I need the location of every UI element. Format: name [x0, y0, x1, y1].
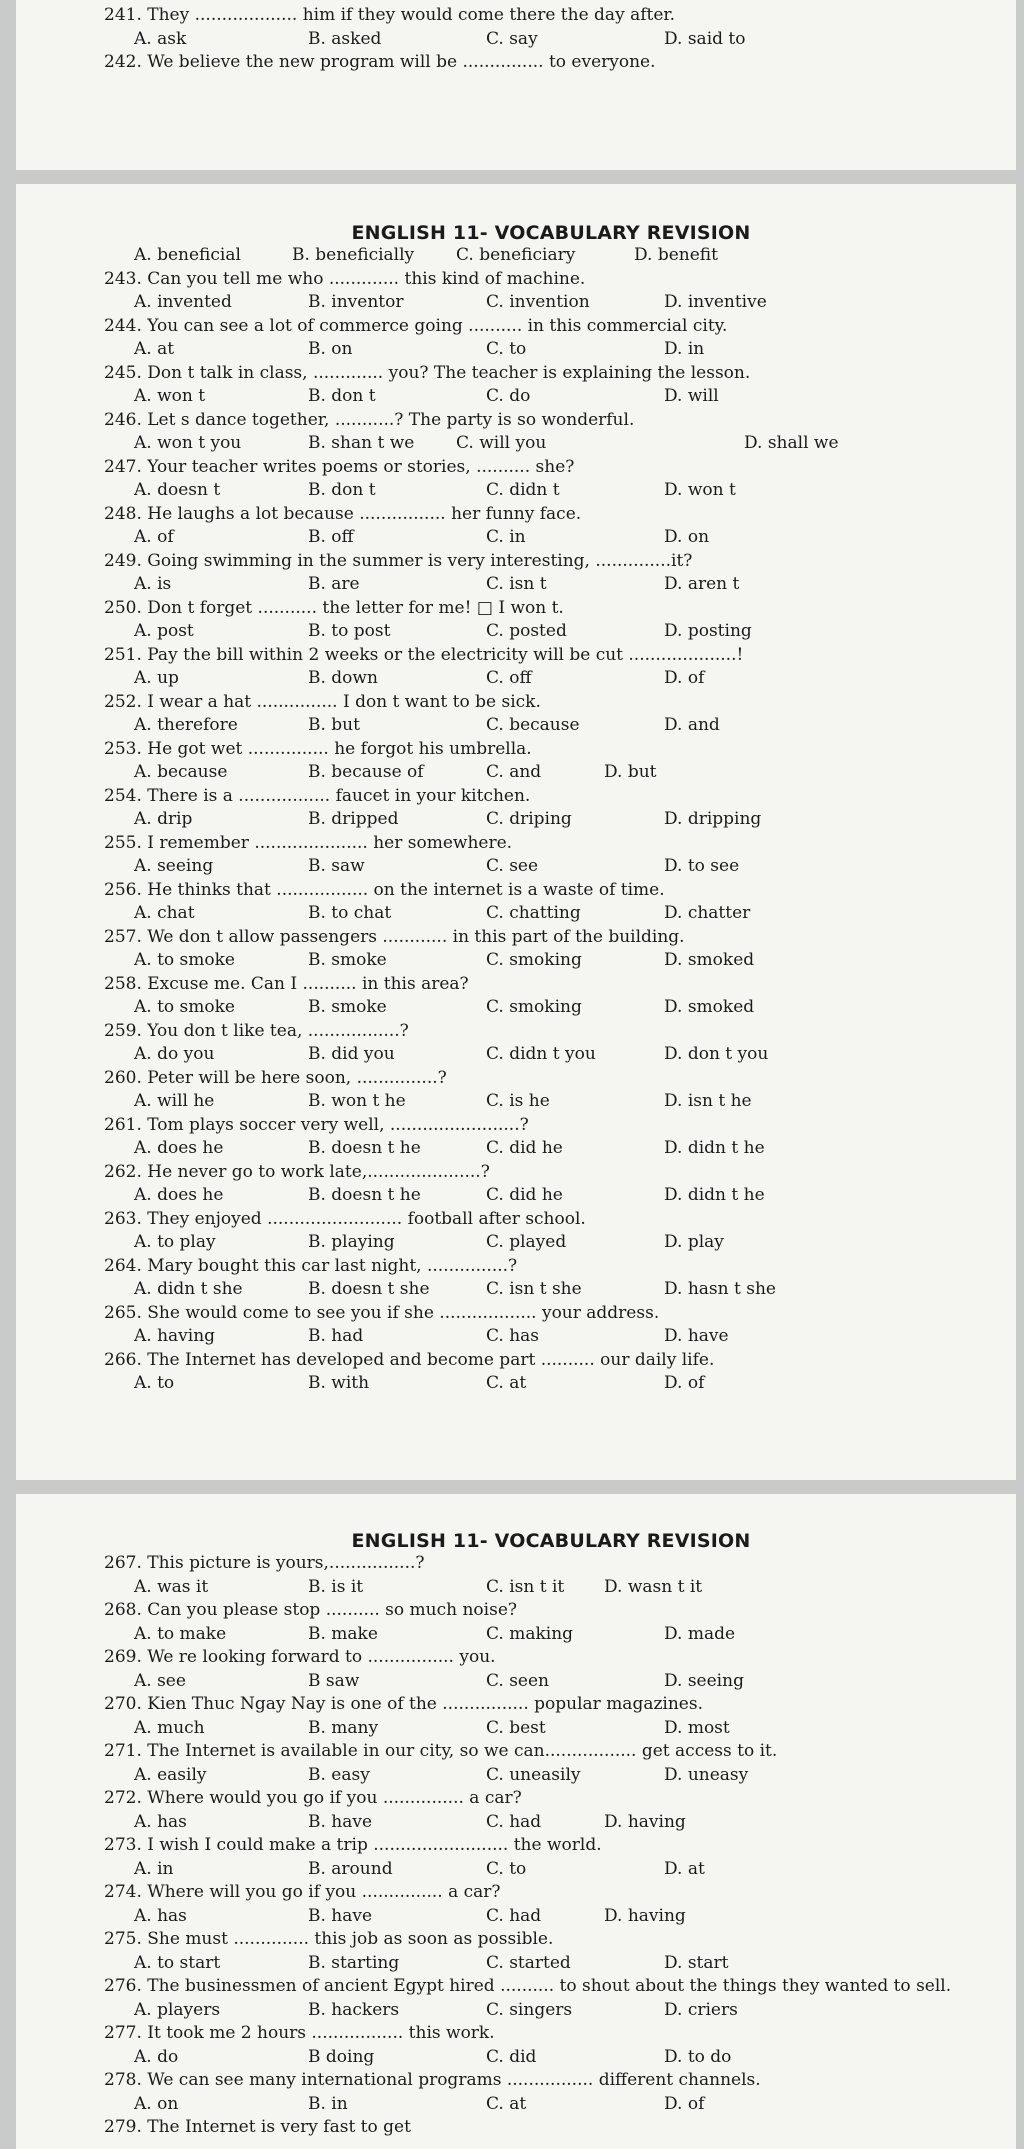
- question-252: 252. I wear a hat ............... I don t want to be sick.: [104, 691, 541, 712]
- question-244: 244. You can see a lot of commerce going .......... in this commercial city.: [104, 315, 728, 336]
- option-a: A. see: [134, 1670, 186, 1691]
- question-257-options: [104, 949, 976, 973]
- question-266: 266. The Internet has developed and become part .......... our daily life.: [104, 1349, 715, 1370]
- question-248-options: [104, 526, 976, 550]
- question-248: 248. He laughs a lot because ................ her funny face.: [104, 503, 582, 524]
- option-d: D. having: [604, 1811, 686, 1832]
- question-263-options: [104, 1231, 976, 1255]
- option-c: C. singers: [486, 1999, 573, 2020]
- option-d: D. having: [604, 1905, 686, 1926]
- option-c: C. to: [486, 339, 527, 359]
- question-245-options: [104, 385, 976, 409]
- option-c: C. and: [486, 762, 542, 782]
- option-b: B. many: [308, 1717, 379, 1738]
- option-b: B. around: [308, 1858, 393, 1879]
- question-278-options: [104, 2093, 976, 2117]
- question-259-options: [104, 1043, 976, 1067]
- question-270-options: [104, 1717, 976, 1741]
- option-a: A. of: [134, 527, 174, 547]
- option-a: A. to play: [134, 1232, 216, 1252]
- option-d: D. will: [664, 386, 719, 406]
- question-249-options: [104, 573, 976, 597]
- question-246: 246. Let s dance together, ...........? The party is so wonderful.: [104, 409, 635, 430]
- option-b: B. saw: [308, 856, 365, 876]
- option-c: C. isn t: [486, 574, 547, 594]
- question-272: 272. Where would you go if you ............... a car?: [104, 1788, 522, 1808]
- page-title: ENGLISH 11- VOCABULARY REVISION: [351, 1530, 751, 1552]
- option-a: A. drip: [134, 809, 193, 829]
- option-a: A. on: [134, 2093, 179, 2114]
- option-c: C. didn t you: [486, 1044, 596, 1064]
- option-a: A. invented: [134, 292, 232, 312]
- option-c: C. did he: [486, 1138, 563, 1158]
- question-275: 275. She must .............. this job as soon as possible.: [104, 1929, 554, 1949]
- option-d: D. smoked: [664, 950, 755, 970]
- option-d: D. hasn t she: [664, 1279, 776, 1299]
- option-c: C. isn t she: [486, 1279, 582, 1299]
- question-242: 242. We believe the new program will be ............... to everyone.: [104, 52, 656, 72]
- question-266-options: [104, 1372, 976, 1396]
- question-260-options: [104, 1090, 976, 1114]
- option-a: A. to start: [134, 1952, 221, 1973]
- option-a: A. beneficial: [134, 245, 241, 265]
- option-a: A. seeing: [134, 856, 214, 876]
- question-251: 251. Pay the bill within 2 weeks or the electricity will be cut ....................!: [104, 644, 744, 665]
- option-b: B. hackers: [308, 1999, 400, 2020]
- page-title: ENGLISH 11- VOCABULARY REVISION: [351, 222, 751, 244]
- question-265-options: [104, 1325, 976, 1349]
- option-c: C. invention: [486, 292, 590, 312]
- option-d: D. chatter: [664, 903, 751, 923]
- option-b: B. starting: [308, 1952, 400, 1973]
- option-a: A. didn t she: [134, 1279, 243, 1299]
- option-c: C. didn t: [486, 480, 560, 500]
- question-268-options: [104, 1623, 976, 1647]
- worksheet-page-2: [16, 184, 1016, 1480]
- option-b: B. but: [308, 715, 360, 735]
- option-a: A. because: [134, 762, 228, 782]
- question-269: 269. We re looking forward to ................ you.: [104, 1647, 496, 1667]
- question-251-options: [104, 667, 976, 691]
- question-273-options: [104, 1858, 976, 1882]
- question-277: 277. It took me 2 hours ................. this work.: [104, 2023, 495, 2043]
- option-c: C. chatting: [486, 903, 581, 923]
- question-261: 261. Tom plays soccer very well, ........................?: [104, 1114, 529, 1135]
- option-d: D. at: [664, 1858, 705, 1879]
- option-d: D. criers: [664, 1999, 738, 2020]
- question-267-options: [104, 1576, 976, 1600]
- question-249: 249. Going swimming in the summer is very interesting, ..............it?: [104, 550, 693, 571]
- question-258: 258. Excuse me. Can I .......... in this area?: [104, 973, 469, 994]
- option-b: B. easy: [308, 1764, 370, 1785]
- option-a: A. up: [134, 668, 179, 688]
- option-b: B. don t: [308, 386, 376, 406]
- option-a: A. therefore: [134, 715, 238, 735]
- option-d: D. of: [664, 2093, 705, 2114]
- question-258-options: [104, 996, 976, 1020]
- option-b: B. off: [308, 527, 354, 547]
- option-a: A. easily: [134, 1764, 207, 1785]
- question-263: 263. They enjoyed ......................... football after school.: [104, 1208, 586, 1229]
- option-c: C. has: [486, 1326, 540, 1346]
- option-c: C. driping: [486, 809, 572, 829]
- option-b: B. had: [308, 1326, 364, 1346]
- option-d: D. to see: [664, 856, 740, 876]
- option-d: D. won t: [664, 480, 736, 500]
- option-c: C. started: [486, 1952, 571, 1973]
- question-267: 267. This picture is yours,................?: [104, 1553, 425, 1573]
- question-245: 245. Don t talk in class, ............. you? The teacher is explaining the lesson.: [104, 362, 751, 383]
- option-b: B. shan t we: [308, 433, 415, 453]
- option-b: B. won t he: [308, 1091, 406, 1111]
- question-250: 250. Don t forget ........... the letter for me! □ I won t.: [104, 597, 564, 618]
- option-a: A. to: [134, 1373, 175, 1393]
- question-276-options: [104, 1999, 976, 2023]
- question-list: [104, 268, 976, 1396]
- option-c: C. best: [486, 1717, 546, 1738]
- option-b: B. playing: [308, 1232, 395, 1252]
- option-a: A. will he: [134, 1091, 215, 1111]
- option-b: B. have: [308, 1905, 373, 1926]
- option-c: C. did: [486, 2046, 537, 2067]
- option-d: D. uneasy: [664, 1764, 749, 1785]
- option-a: A. to smoke: [134, 950, 235, 970]
- option-a: A. at: [134, 339, 175, 359]
- option-b: B doing: [308, 2046, 375, 2067]
- option-a: A. has: [134, 1811, 187, 1832]
- option-c: C. did he: [486, 1185, 563, 1205]
- question-254: 254. There is a ................. faucet in your kitchen.: [104, 785, 531, 806]
- option-c: C. at: [486, 2093, 527, 2114]
- question-253: 253. He got wet ............... he forgot his umbrella.: [104, 738, 532, 759]
- option-d: D. but: [604, 762, 657, 782]
- option-d: D. don t you: [664, 1044, 769, 1064]
- worksheet-page-3: [16, 1494, 1016, 2149]
- question-278: 278. We can see many international programs ................ different channels.: [104, 2070, 761, 2090]
- question-274: 274. Where will you go if you ............... a car?: [104, 1882, 501, 1902]
- question-list: [104, 1552, 976, 2140]
- option-d: D. didn t he: [664, 1138, 765, 1158]
- option-d: D. inventive: [664, 292, 767, 312]
- option-d: D. in: [664, 339, 705, 359]
- question-276: 276. The businessmen of ancient Egypt hired .......... to shout about the things they wanted to sell.: [104, 1976, 952, 1996]
- option-b: B. doesn t he: [308, 1185, 421, 1205]
- option-c: C. do: [486, 386, 531, 406]
- option-b: B. doesn t she: [308, 1279, 430, 1299]
- option-b: B. smoke: [308, 997, 387, 1017]
- option-b: B. in: [308, 2093, 348, 2114]
- option-a: A. won t: [134, 386, 206, 406]
- option-d: D. of: [664, 1373, 705, 1393]
- option-a: A. post: [134, 621, 194, 641]
- option-d: D. on: [664, 527, 710, 547]
- option-b: B. to post: [308, 621, 391, 641]
- option-a: A. having: [134, 1326, 216, 1346]
- option-b: B. because of: [308, 762, 424, 782]
- question-265: 265. She would come to see you if she .................. your address.: [104, 1302, 660, 1323]
- question-260: 260. Peter will be here soon, ...............?: [104, 1067, 447, 1088]
- option-c: C. had: [486, 1905, 542, 1926]
- question-241: 241. They ................... him if they would come there the day after.: [104, 5, 676, 25]
- option-b: B. on: [308, 339, 353, 359]
- question-277-options: [104, 2046, 976, 2070]
- question-250-options: [104, 620, 976, 644]
- option-a: A. to smoke: [134, 997, 235, 1017]
- option-b: B. are: [308, 574, 360, 594]
- question-274-options: [104, 1905, 976, 1929]
- option-d: D. made: [664, 1623, 736, 1644]
- option-b: B. doesn t he: [308, 1138, 421, 1158]
- option-c: C. in: [486, 527, 526, 547]
- option-c: C. seen: [486, 1670, 550, 1691]
- question-241-options: [104, 28, 976, 52]
- option-c: C. smoking: [486, 997, 582, 1017]
- option-c: C. played: [486, 1232, 567, 1252]
- option-a: A. in: [134, 1858, 174, 1879]
- question-269-options: [104, 1670, 976, 1694]
- question-253-options: [104, 761, 976, 785]
- option-d: D. benefit: [634, 245, 718, 265]
- option-b: B. down: [308, 668, 378, 688]
- option-a: A. to make: [134, 1623, 227, 1644]
- question-257: 257. We don t allow passengers ............ in this part of the building.: [104, 926, 685, 947]
- question-247: 247. Your teacher writes poems or stories, .......... she?: [104, 456, 575, 477]
- option-d: D. wasn t it: [604, 1576, 703, 1597]
- question-270: 270. Kien Thuc Ngay Nay is one of the ................ popular magazines.: [104, 1694, 703, 1714]
- option-b: B. don t: [308, 480, 376, 500]
- question-273: 273. I wish I could make a trip ......................... the world.: [104, 1835, 602, 1855]
- question-255: 255. I remember ..................... her somewhere.: [104, 832, 513, 853]
- question-255-options: [104, 855, 976, 879]
- option-b: B. to chat: [308, 903, 392, 923]
- option-d: D. smoked: [664, 997, 755, 1017]
- question-247-options: [104, 479, 976, 503]
- worksheet-page-1: [16, 0, 1016, 170]
- option-d: D. didn t he: [664, 1185, 765, 1205]
- option-c: C. isn t it: [486, 1576, 565, 1597]
- option-c: C. posted: [486, 621, 567, 641]
- option-a: A. is: [134, 574, 172, 594]
- option-c: C. had: [486, 1811, 542, 1832]
- question-254-options: [104, 808, 976, 832]
- option-a: A. chat: [134, 903, 195, 923]
- option-a: A. doesn t: [134, 480, 221, 500]
- lead-options: [104, 244, 976, 268]
- question-262-options: [104, 1184, 976, 1208]
- option-d: D. and: [664, 715, 720, 735]
- question-244-options: [104, 338, 976, 362]
- question-271: 271. The Internet is available in our city, so we can................. get access to it.: [104, 1741, 778, 1761]
- question-268: 268. Can you please stop .......... so much noise?: [104, 1600, 517, 1620]
- option-d: D. posting: [664, 621, 752, 641]
- option-d: D. isn t he: [664, 1091, 752, 1111]
- option-c: C. see: [486, 856, 539, 876]
- question-243-options: [104, 291, 976, 315]
- option-d: D. shall we: [744, 433, 839, 453]
- option-a: A. does he: [134, 1185, 224, 1205]
- option-d: D. to do: [664, 2046, 732, 2067]
- option-d: D. play: [664, 1232, 724, 1252]
- question-243: 243. Can you tell me who ............. this kind of machine.: [104, 268, 586, 289]
- option-a: A. has: [134, 1905, 187, 1926]
- option-b: B. with: [308, 1373, 370, 1393]
- question-261-options: [104, 1137, 976, 1161]
- option-a: A. do you: [134, 1044, 215, 1064]
- question-list: [104, 4, 976, 75]
- question-246-options: [104, 432, 976, 456]
- question-252-options: [104, 714, 976, 738]
- question-271-options: [104, 1764, 976, 1788]
- option-c: C. say: [486, 28, 538, 49]
- option-c: C. off: [486, 668, 532, 688]
- option-d: D. dripping: [664, 809, 762, 829]
- option-b: B. have: [308, 1811, 373, 1832]
- option-b: B. dripped: [308, 809, 399, 829]
- option-b: B. asked: [308, 28, 382, 49]
- option-d: D. most: [664, 1717, 730, 1738]
- option-c: C. to: [486, 1858, 527, 1879]
- option-b: B. smoke: [308, 950, 387, 970]
- option-b: B saw: [308, 1670, 360, 1691]
- question-256-options: [104, 902, 976, 926]
- option-d: D. of: [664, 668, 705, 688]
- option-d: D. aren t: [664, 574, 740, 594]
- option-c: C. smoking: [486, 950, 582, 970]
- option-b: B. make: [308, 1623, 378, 1644]
- question-279: 279. The Internet is very fast to get: [104, 2117, 411, 2137]
- option-d: D. start: [664, 1952, 729, 1973]
- option-a: A. won t you: [134, 433, 242, 453]
- option-c: C. at: [486, 1373, 527, 1393]
- option-c: C. is he: [486, 1091, 550, 1111]
- option-d: D. said to: [664, 28, 746, 49]
- option-c: C. will you: [456, 433, 547, 453]
- option-a: A. do: [134, 2046, 179, 2067]
- option-a: A. was it: [134, 1576, 209, 1597]
- option-b: B. beneficially: [292, 245, 415, 265]
- option-a: A. ask: [134, 28, 187, 49]
- question-264: 264. Mary bought this car last night, ...............?: [104, 1255, 518, 1276]
- option-c: C. beneficiary: [456, 245, 576, 265]
- option-d: D. have: [664, 1326, 729, 1346]
- question-264-options: [104, 1278, 976, 1302]
- option-a: A. players: [134, 1999, 221, 2020]
- option-d: D. seeing: [664, 1670, 744, 1691]
- question-256: 256. He thinks that ................. on the internet is a waste of time.: [104, 879, 665, 900]
- option-b: B. did you: [308, 1044, 395, 1064]
- option-a: A. does he: [134, 1138, 224, 1158]
- question-259: 259. You don t like tea, .................?: [104, 1020, 409, 1041]
- question-275-options: [104, 1952, 976, 1976]
- question-262: 262. He never go to work late,.....................?: [104, 1161, 490, 1182]
- option-c: C. making: [486, 1623, 574, 1644]
- option-b: B. is it: [308, 1576, 364, 1597]
- question-272-options: [104, 1811, 976, 1835]
- option-c: C. because: [486, 715, 580, 735]
- option-c: C. uneasily: [486, 1764, 581, 1785]
- option-b: B. inventor: [308, 292, 404, 312]
- option-a: A. much: [134, 1717, 205, 1738]
